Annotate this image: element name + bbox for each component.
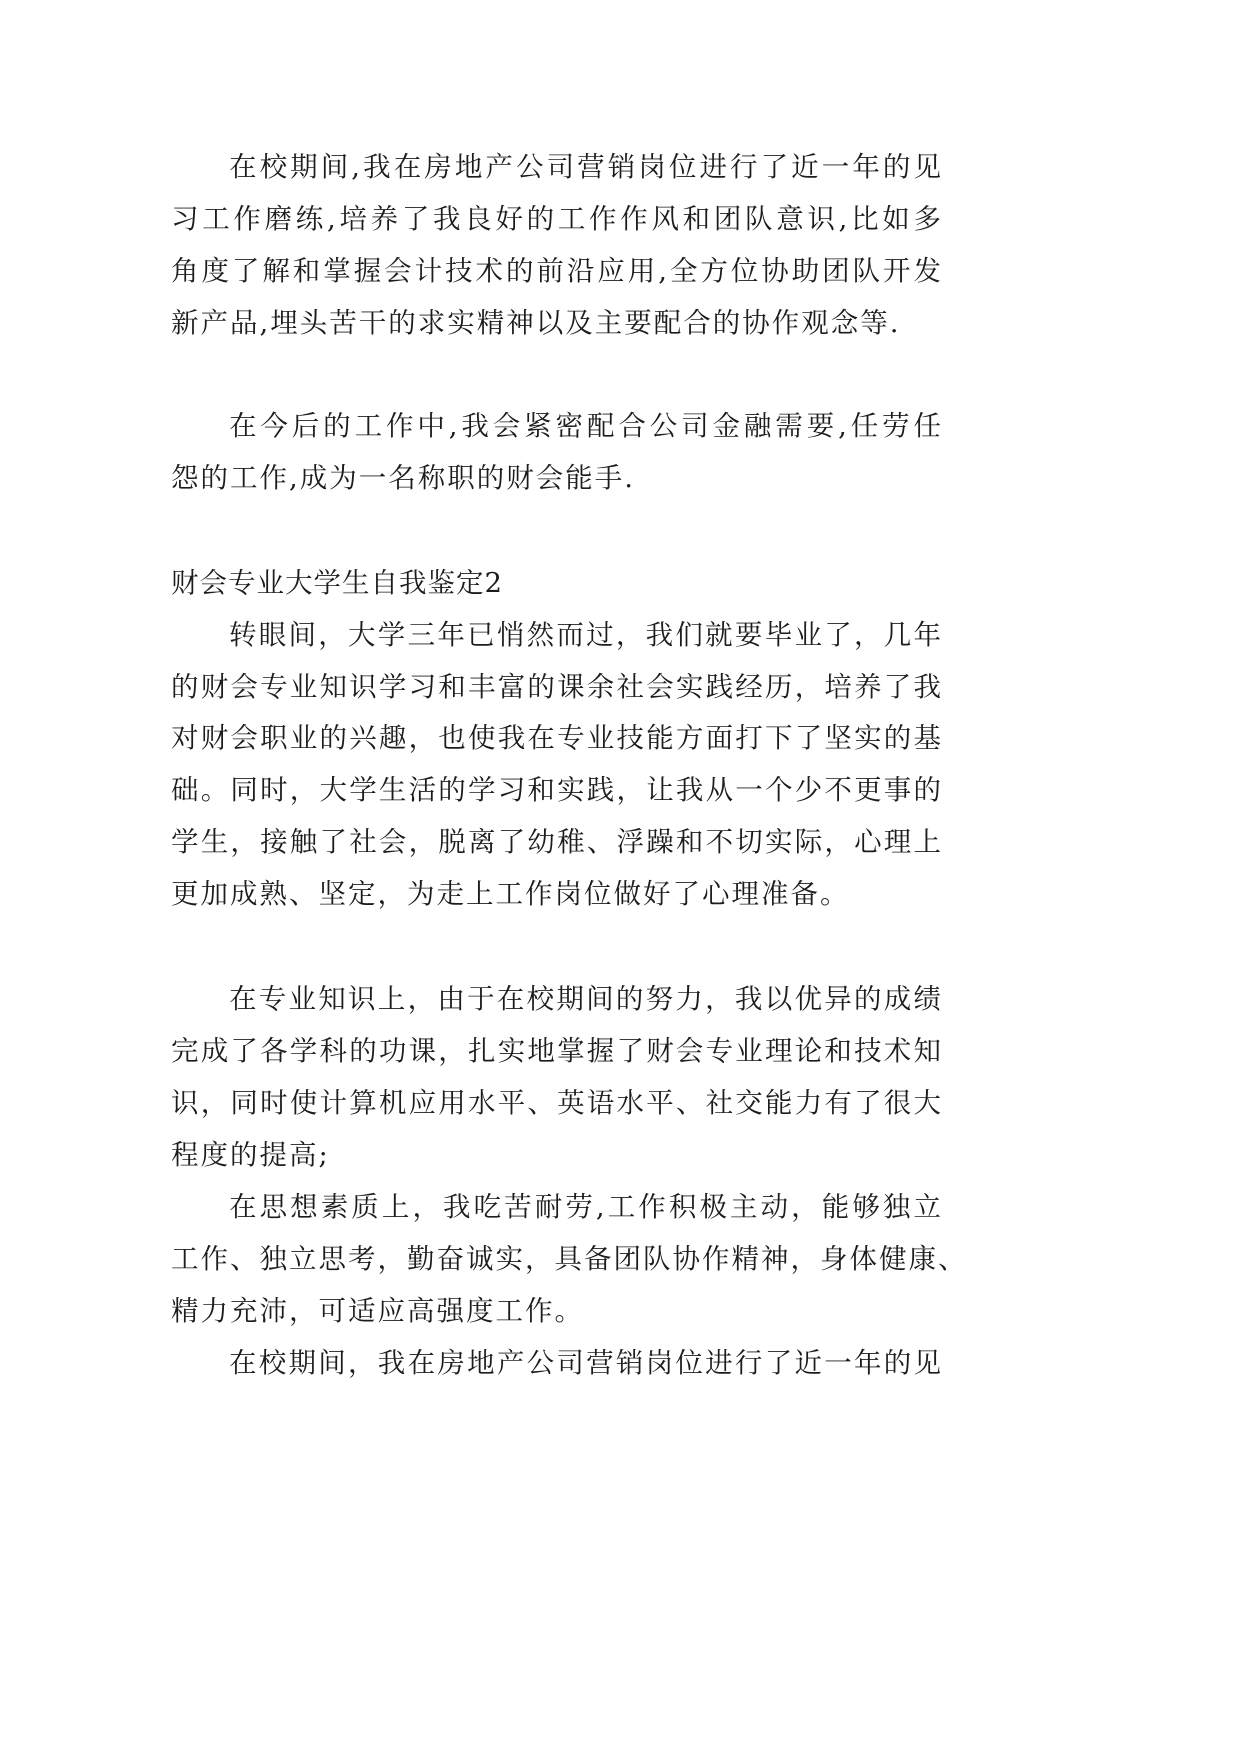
text-line: 对财会职业的兴趣，也使我在专业技能方面打下了坚实的基 [171,722,943,754]
text-line: 在思想素质上，我吃苦耐劳,工作积极主动，能够独立 [229,1191,943,1223]
text-line: 角度了解和掌握会计技术的前沿应用,全方位协助团队开发 [171,255,943,287]
text-line: 的财会专业知识学习和丰富的课余社会实践经历，培养了我 [171,671,943,703]
text-line: 转眼间，大学三年已悄然而过，我们就要毕业了，几年 [229,619,943,651]
text-line: 习工作磨练,培养了我良好的工作作风和团队意识,比如多 [171,203,943,235]
text-line: 更加成熟、坚定，为走上工作岗位做好了心理准备。 [171,878,850,910]
text-line: 在专业知识上，由于在校期间的努力，我以优异的成绩 [229,983,943,1015]
text-line: 精力充沛，可适应高强度工作。 [171,1295,584,1327]
text-line: 在校期间，我在房地产公司营销岗位进行了近一年的见 [229,1347,943,1379]
text-line: 完成了各学科的功课，扎实地掌握了财会专业理论和技术知 [171,1035,943,1067]
heading-text: 财会专业大学生自我鉴定2 [171,567,503,599]
text-line: 础。同时，大学生活的学习和实践，让我从一个少不更事的 [171,774,943,806]
text-line: 在今后的工作中,我会紧密配合公司金融需要,任劳任 [229,410,943,442]
text-line: 工作、独立思考，勤奋诚实，具备团队协作精神，身体健康、 [171,1243,968,1275]
text-line: 怨的工作,成为一名称职的财会能手. [171,462,635,494]
text-line: 新产品,埋头苦干的求实精神以及主要配合的协作观念等. [171,307,901,339]
text-line: 学生，接触了社会，脱离了幼稚、浮躁和不切实际，心理上 [171,826,943,858]
text-line: 识，同时使计算机应用水平、英语水平、社交能力有了很大 [171,1087,943,1119]
text-line: 在校期间,我在房地产公司营销岗位进行了近一年的见 [229,151,943,183]
text-line: 程度的提高; [171,1139,330,1171]
